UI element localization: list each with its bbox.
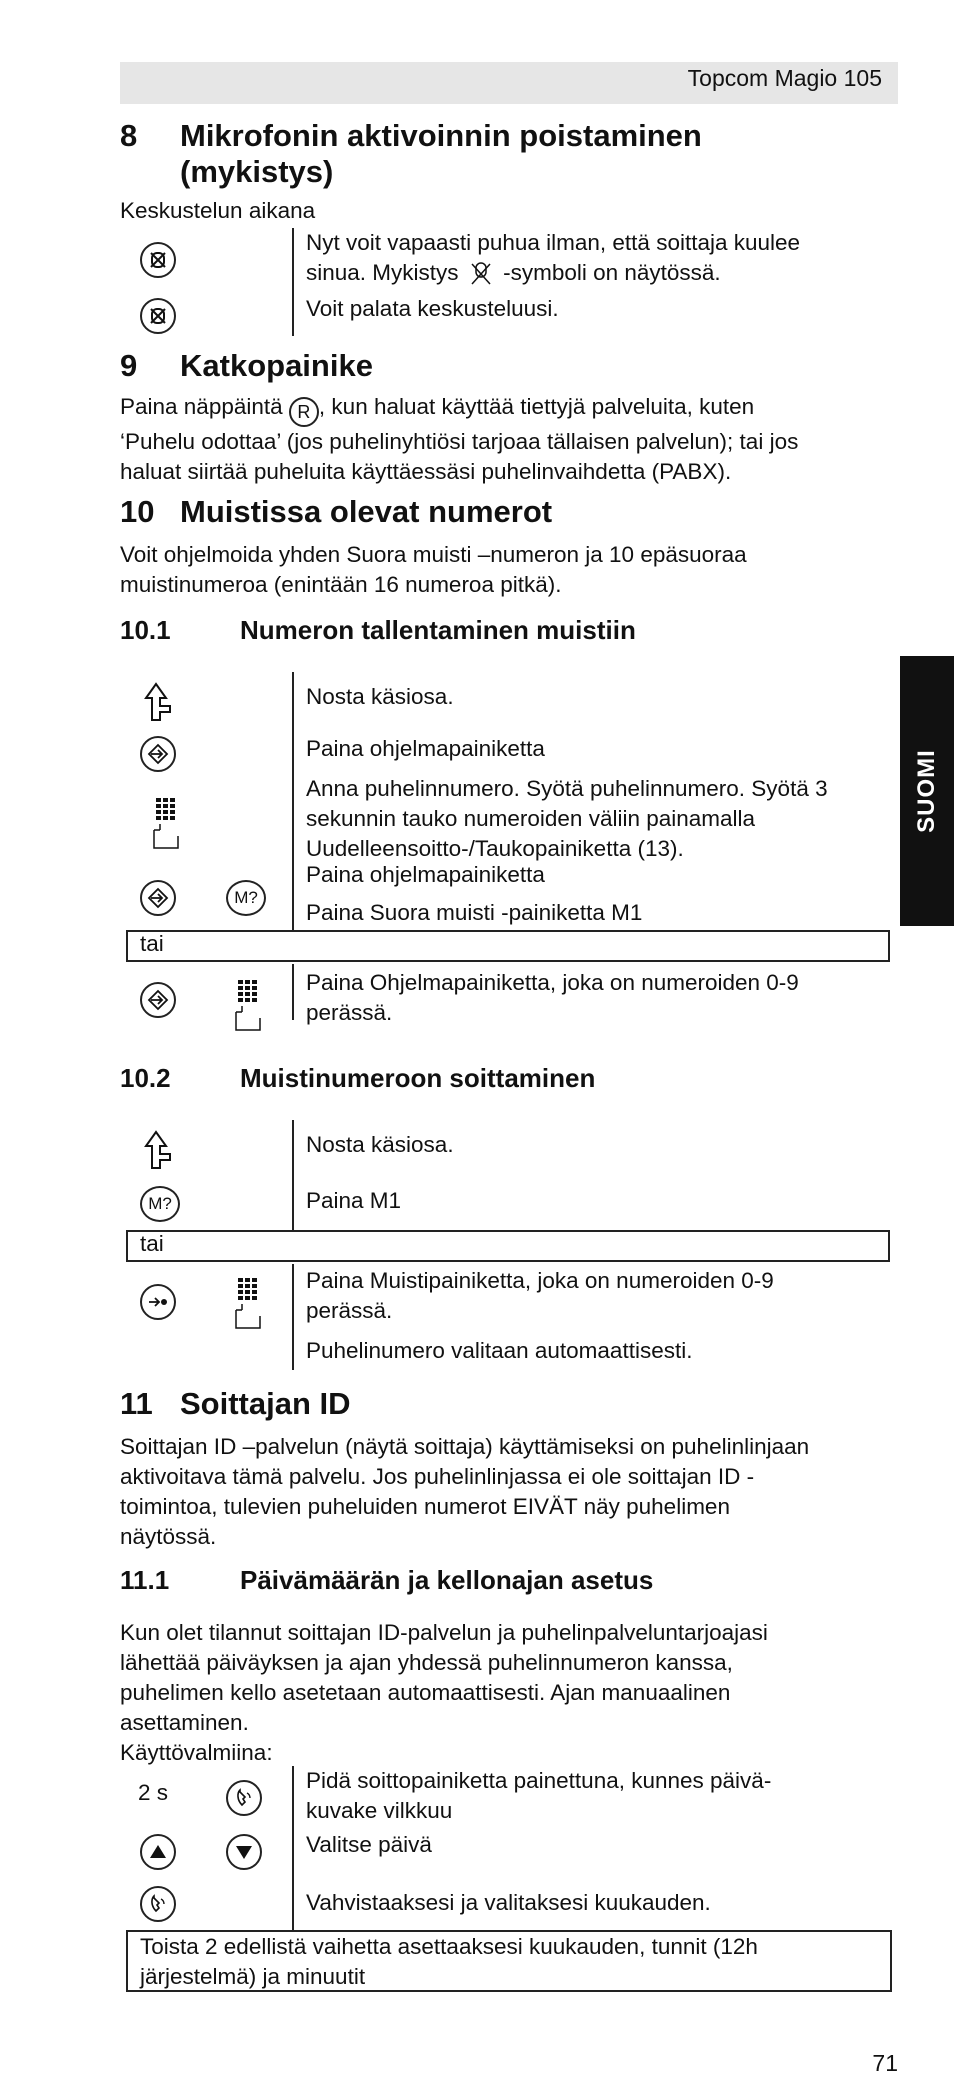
section-11-1-heading: 11.1 Päivämäärän ja kellonajan asetus [120,1565,654,1595]
section-11-1-steps: 2 s Pidä soittopainiketta painettuna, kunnes päivä- kuvake vilkkuu Valitse päivä Vahvistaaksesi ja valitaksesi kuukauden. Toista 2 edellistä vaihetta asettaaksesi kuukauden, tunnit (12h järjestelmä) ja minuutit [120,1766,900,1992]
section-10-1-heading: 10.1 Numeron tallentaminen muistiin [120,615,636,645]
duration-label: 2 s [138,1780,169,1805]
section-11-1-paragraph: Kun olet tilannut soittajan ID-palvelun ja puhelinpalveluntarjoajasi lähettää päiväyksen ja ajan yhdessä puhelinnumeron kanssa, puhelimen kello asetetaan automaattisesti. Ajan manuaalinen asettaminen. Käyttövalmiina: [120,1620,768,1765]
keypad-icon [232,978,262,1037]
language-tab-label: SUOMI [913,749,940,833]
section-10-2-steps: Nosta käsiosa. M? Paina M1 tai Paina Muistipainiketta, joka on numeroiden 0-9 perässä. Puhelinumero valitaan automaattisesti. [120,1120,900,1370]
keypad-icon [232,1276,262,1335]
section-9-paragraph: Paina näppäintä R , kun haluat käyttää tiettyjä palveluita, kuten ‘Puhelu odottaa’ (jos puhelinyhtiösi tarjoaa tällaisen palvelun); tai jos haluat siirtää puheluita käyttäessäsi puhelinvaihdetta (PABX). [120,394,799,484]
section-11-heading: 11 Soittajan ID [120,1386,351,1421]
header-title: Topcom Magio 105 [687,65,882,91]
up-arrow-button-icon [140,1834,176,1870]
language-tab [900,656,954,926]
step-text: Voit palata keskusteluusi. [306,296,559,321]
handset-lift-icon [142,682,172,727]
section-11-paragraph: Soittajan ID –palvelun (näytä soittaja) käyttämiseksi on puhelinlinjaan aktivoitava tämä palvelu. Jos puhelinlinjassa ei ole soittajan ID - toimintoa, tulevien puheluiden numerot EIVÄT näy puhelimen näytössä. [120,1434,810,1549]
mute-symbol-icon [469,260,493,286]
memory-button-icon [140,1284,176,1320]
step-text: Nyt voit vapaasti puhua ilman, että soittaja kuulee sinua. Mykistys -symboli on näytössä. [306,230,801,285]
memory-key-icon: M? [140,1186,180,1222]
program-button-icon [140,880,176,916]
section-title-cont: (mykistys) [180,154,334,189]
section-8-intro: Keskustelun aikana [120,198,316,223]
header-bar [120,62,898,104]
call-button-icon [226,1780,262,1816]
section-title: Mikrofonin aktivoinnin poistaminen [180,118,702,153]
handset-lift-icon [142,1130,172,1175]
mute-button-icon [140,242,176,278]
program-button-icon [140,982,176,1018]
memory-key-icon: M? [226,880,266,916]
down-arrow-button-icon [226,1834,262,1870]
or-separator: tai [126,1230,890,1262]
section-10-heading: 10 Muistissa olevat numerot [120,494,553,529]
section-9-heading: 9 Katkopainike [120,348,373,383]
section-8-steps [120,228,900,336]
program-button-icon [140,736,176,772]
keypad-icon [150,796,180,855]
or-separator: tai [126,930,890,962]
section-8-heading [120,118,702,190]
r-key-icon: R [289,397,319,427]
page-number: 71 [872,2050,898,2076]
repeat-note: Toista 2 edellistä vaihetta asettaaksesi kuukauden, tunnit (12h järjestelmä) ja minuutit [126,1930,892,1992]
call-button-icon [140,1886,176,1922]
section-10-paragraph: Voit ohjelmoida yhden Suora muisti –numeron ja 10 epäsuoraa muistinumeroa (enintään 16 numeroa pitkä). [120,542,747,597]
section-10-1-steps: Nosta käsiosa. Paina ohjelmapainiketta Anna puhelinnumero. Syötä puhelinnumero. Syötä 3 sekunnin tauko numeroiden väliin painamalla Uudelleensoitto-/Taukopainiketta (13). M? Paina ohjelmapainiketta Paina Suora muisti -painiketta M1 tai Paina Ohjelmapainiketta, joka on numeroiden 0-9 perässä. [120,672,900,1052]
mute-button-icon [140,298,176,334]
section-10-2-heading: 10.2 Muistinumeroon soittaminen [120,1063,596,1093]
section-number: 8 [120,118,138,153]
